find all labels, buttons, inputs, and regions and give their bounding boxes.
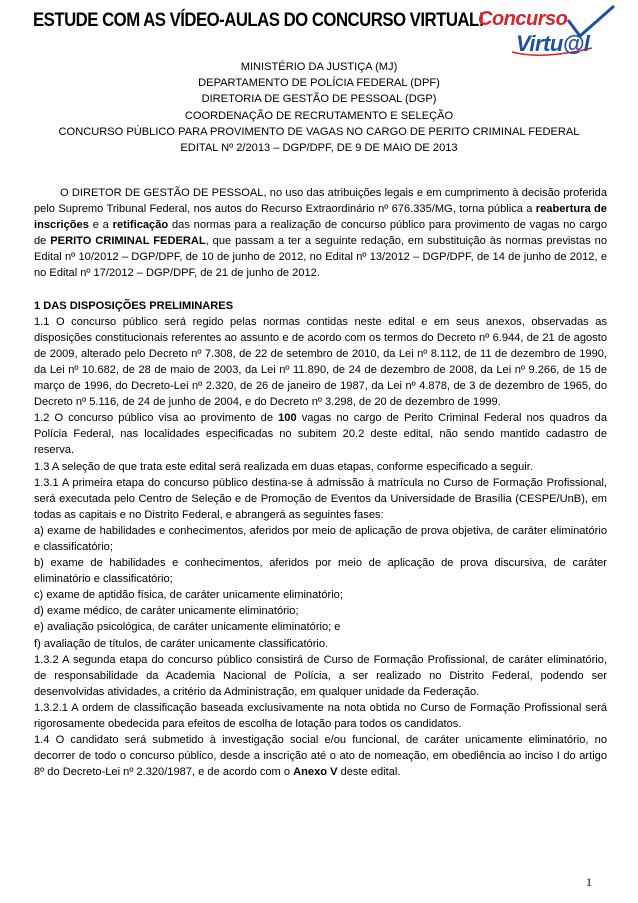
intro-bold-2: retificação [112,219,169,232]
logo-text-top: Concurso [478,8,568,30]
item-1-2-text-c: vagas no cargo de Perito Criminal Federal nos quadros da Polícia Federal, nas localidades especificadas no subitem 20.2 deste edital, não sendo mantido cadastro de reserva. [34,412,607,457]
item-1-2-text-a: 1.2 O concurso público visa ao provimento de [34,412,279,425]
list-item: e) avaliação psicológica, de caráter unicamente eliminatório; e [34,621,341,634]
list-item: d) exame médico, de caráter unicamente eliminatório; [34,605,299,618]
header-line-ministry: MINISTÉRIO DA JUSTIÇA (MJ) [240,61,398,73]
item-1-4-text-a: 1.4 O candidato será submetido à investigação social e/ou funcional, de caráter unicamente eliminatório, no decorrer de todo o concurso público, desde a inscrição até o ato de nomeação, em obediência ao inciso I do artigo 8º do Decreto-Lei nº 2.320/1987, e de acordo com o [34,734,607,779]
intro-text-2: e a [88,219,113,232]
intro-text-4: , que passam a ter a seguinte redação, em substituição às normas previstas no Edital nº 10/2012 – DGP/DPF, de 10 de junho de 2012, no Edital nº 13/2012 – DGP/DPF, de 14 de junho de 2012, e no Edital nº 17/2012 – DGP/DPF, de 21 de junho de 2012. [34,235,608,280]
header-line-edict: EDITAL Nº 2/2013 – DGP/DPF, DE 9 DE MAIO DE 2013 [180,142,458,155]
section-title: 1 DAS DISPOSIÇÕES PRELIMINARES [34,299,234,312]
list-item: c) exame de aptidão física, de caráter unicamente eliminatório; [34,589,343,602]
item-1-1: 1.1 O concurso público será regido pelas normas contidas neste edital e em seus anexos, observadas as disposições constitucionais referentes ao assunto e de acordo com os termos do Decreto nº 6.944, de 21 de agosto de 2009, alterado pelo Decreto nº 7.308, de 22 de setembro de 2010, da Lei nº 8.112, de 11 de dezembro de 1990, da Lei nº 10.682, de 28 de maio de 2003, da Lei nº 11.890, de 24 de dezembro de 2008, da Lei nº 9.266, de 15 de março de 1996, do Decreto-Lei nº 2.320, de 26 de janeiro de 1987, da Lei nº 4.878, de 3 de dezembro de 1965, do Decreto nº 5.116, de 24 de junho de 2004, e do Decreto nº 3.298, de 20 de dezembro de 1999. [34,315,607,409]
intro-bold-3: PERITO CRIMINAL FEDERAL [50,235,206,248]
item-1-2-vacancies: 100 [278,412,297,425]
header-line-coordination: COORDENAÇÃO DE RECRUTAMENTO E SELEÇÃO [184,109,454,122]
item-1-3-2: 1.3.2 A segunda etapa do concurso público consistirá de Curso de Formação Profissional, de caráter eliminatório, de responsabilidade da Academia Nacional de Polícia, a ser realizado no Distrito Federal, podendo ser desenvolvidas atividades, a critério da Administração, em qualquer unidade da Federação. [34,653,607,698]
item-1-4-text-c: deste edital. [337,766,401,779]
intro-text-3: das normas para a realização de concurso público para provimento de vagas no cargo de [34,219,607,248]
list-item: b) exame de habilidades e conhecimentos, aferidos por meio de aplicação de prova discursiva, de caráter eliminatório e classificatório; [34,557,607,586]
item-1-3: 1.3 A seleção de que trata este edital será realizada em duas etapas, conforme especificado a seguir. [34,460,533,473]
list-item: f) avaliação de títulos, de caráter unicamente classificatório. [34,637,329,650]
logo-text-bottom: Virtu@l [516,31,590,56]
page-number: 1 [586,875,592,889]
header-line-directorate: DIRETORIA DE GESTÃO DE PESSOAL (DGP) [201,93,437,106]
document-body [34,185,607,780]
promo-banner: ESTUDE COM AS VÍDEO-AULAS DO CONCURSO VIRTUAL! [33,9,484,31]
header-line-department: DEPARTAMENTO DE POLÍCIA FEDERAL (DPF) [198,77,440,90]
item-1-3-1: 1.3.1 A primeira etapa do concurso público destina-se à admissão à matrícula no Curso de Formação Profissional, será executada pelo Centro de Seleção e de Promoção de Eventos da Universidade de Brasília (CESPE/UnB), em todas as capitais e no Distrito Federal, e abrangerá as seguintes fases: [34,476,607,521]
item-1-3-2-1: 1.3.2.1 A ordem de classificação baseada exclusivamente na nota obtida no Curso de Formação Profissional será rigorosamente obedecida para efeitos de escolha de lotação para todos os candidatos. [34,701,607,730]
intro-bold-1: reabertura de inscrições [34,203,607,232]
item-1-4 [34,732,607,780]
document-header [0,59,638,156]
item-1-2 [34,410,607,458]
concurso-virtual-logo [472,4,622,62]
header-line-contest: CONCURSO PÚBLICO PARA PROVIMENTO DE VAGAS NO CARGO DE PERITO CRIMINAL FEDERAL [58,125,580,138]
list-item: a) exame de habilidades e conhecimentos, aferidos por meio de aplicação de prova objetiva, de caráter eliminatório e classificatório; [34,524,607,553]
intro-paragraph [34,185,607,282]
item-1-4-annex: Anexo V [293,766,338,779]
intro-text-1: O DIRETOR DE GESTÃO DE PESSOAL, no uso das atribuições legais e em cumprimento à decisão proferida pelo Supremo Tribunal Federal, nos autos do Recurso Extraordinário nº 676.335/MG, torna pública a [34,187,607,216]
